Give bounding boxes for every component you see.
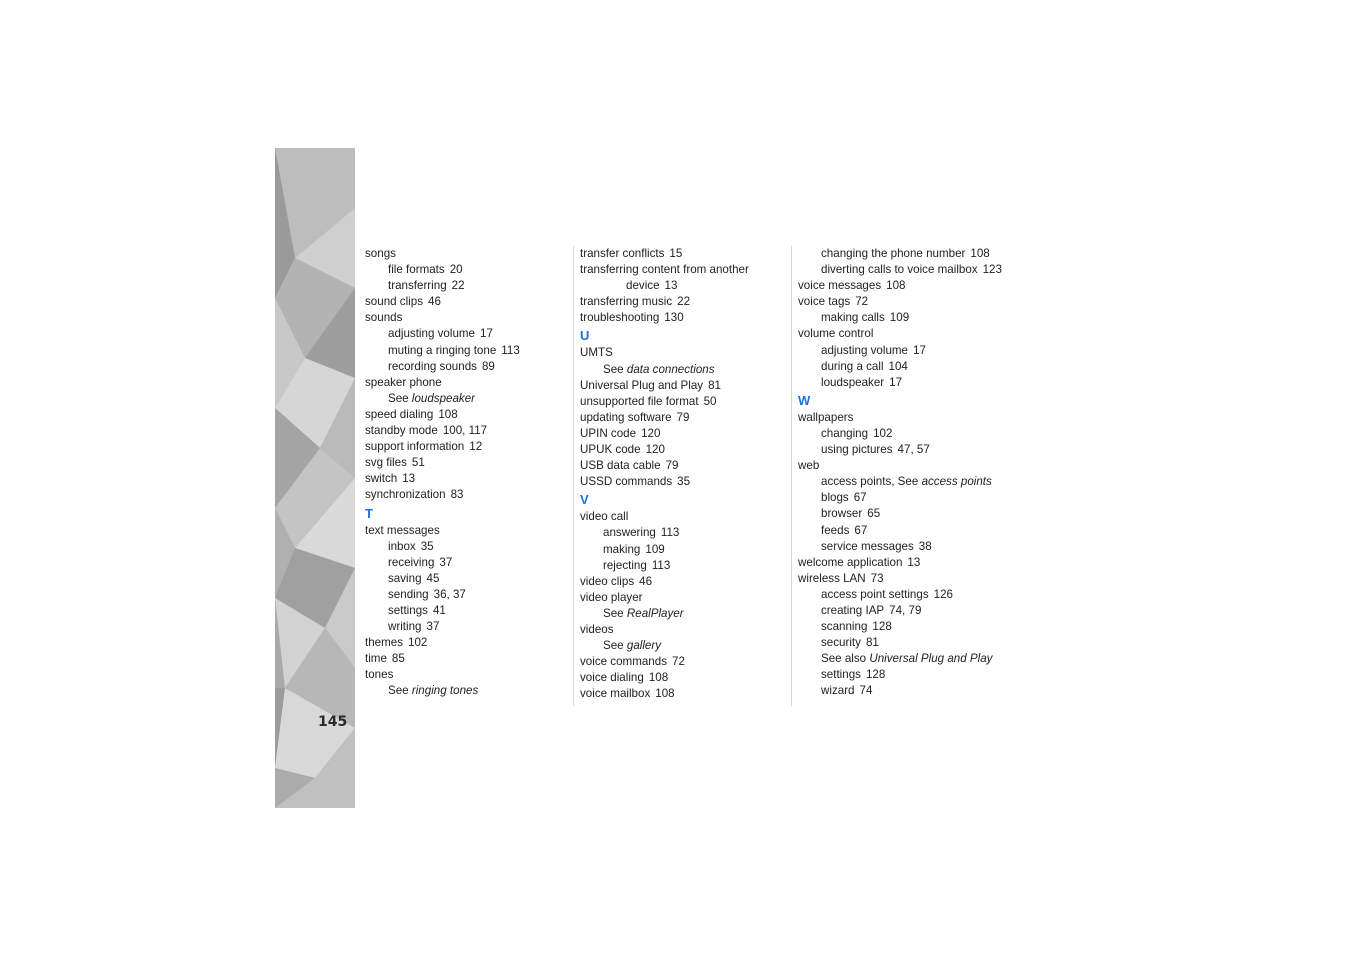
index-page-numbers: 120 <box>645 443 665 457</box>
index-page-numbers: 81 <box>708 378 721 392</box>
index-entry <box>580 426 792 442</box>
index-entry <box>798 278 1018 294</box>
index-entry <box>798 539 1018 555</box>
index-term: access points, See <box>821 475 919 489</box>
index-entry <box>580 262 792 278</box>
index-entry <box>365 439 565 455</box>
index-entry <box>798 555 1018 571</box>
index-page-numbers: 74, 79 <box>889 603 922 617</box>
index-page-numbers: 72 <box>672 655 685 669</box>
index-entry <box>580 509 792 525</box>
index-page-numbers: 13 <box>664 279 678 293</box>
index-page-numbers: 46 <box>639 574 653 588</box>
index-entry <box>798 490 1018 506</box>
index-page-numbers: 36, 37 <box>433 587 466 601</box>
index-term: access point settings <box>821 587 929 601</box>
index-term: browser <box>821 507 863 521</box>
index-page-numbers: 17 <box>913 343 926 357</box>
page-number: 145 <box>318 714 348 730</box>
index-term: diverting calls to voice mailbox <box>821 263 978 277</box>
index-cross-reference: Universal Plug and Play <box>869 652 993 666</box>
index-term: sounds <box>365 311 403 325</box>
index-entry <box>580 638 792 654</box>
index-term: time <box>365 652 387 666</box>
index-term: transfer conflicts <box>580 247 665 260</box>
index-page-numbers: 12 <box>469 440 483 454</box>
index-entry <box>365 343 565 359</box>
index-term: welcome application <box>798 555 903 569</box>
index-page-numbers: 108 <box>438 407 458 421</box>
index-entry <box>365 555 565 571</box>
index-term: feeds <box>821 523 850 537</box>
index-term: creating IAP <box>821 603 885 617</box>
index-term: transferring <box>388 279 447 293</box>
index-column-1 <box>365 246 565 700</box>
index-entry <box>580 590 792 606</box>
index-term: voice dialing <box>580 671 644 685</box>
index-term: themes <box>365 636 404 650</box>
index-entry <box>580 310 792 326</box>
index-term: service messages <box>821 539 914 553</box>
index-entry <box>580 294 792 310</box>
index-term: video call <box>580 510 629 524</box>
index-term: Universal Plug and Play <box>580 378 704 392</box>
index-entry <box>798 523 1018 539</box>
index-cross-reference: data connections <box>626 362 715 376</box>
index-page-numbers: 41 <box>432 603 446 617</box>
index-term: switch <box>365 472 398 486</box>
index-page-numbers: 100, 117 <box>442 424 488 438</box>
index-term: adjusting volume <box>821 343 909 357</box>
index-term: See <box>603 606 624 620</box>
index-entry <box>798 458 1018 474</box>
index-page-numbers: 128 <box>872 620 892 634</box>
index-term: volume control <box>798 327 874 341</box>
index-term: scanning <box>821 620 868 634</box>
index-entry <box>798 426 1018 442</box>
index-term: blogs <box>821 491 849 505</box>
index-term: updating software <box>580 410 672 424</box>
index-page-numbers: 79 <box>676 410 690 424</box>
index-letter-heading: T <box>365 505 373 521</box>
index-entry <box>365 407 565 423</box>
index-page-numbers: 72 <box>855 295 869 309</box>
index-page-numbers: 108 <box>886 279 906 293</box>
index-entry <box>365 487 565 503</box>
index-term: loudspeaker <box>821 375 885 389</box>
index-page-numbers: 102 <box>408 636 428 650</box>
index-term: receiving <box>388 555 435 569</box>
index-column-2 <box>573 246 792 706</box>
index-page-numbers: 50 <box>703 394 717 408</box>
index-page-numbers: 113 <box>660 526 680 540</box>
index-entry <box>798 410 1018 426</box>
index-page-numbers: 113 <box>501 343 520 357</box>
index-term: recording sounds <box>388 359 477 373</box>
index-cross-reference: RealPlayer <box>626 606 684 620</box>
index-page-numbers: 104 <box>888 359 908 373</box>
index-entry <box>365 423 565 439</box>
index-term: wizard <box>821 684 855 698</box>
index-entry <box>365 651 565 667</box>
index-entry <box>365 310 565 326</box>
index-entry <box>365 539 565 555</box>
index-entry <box>365 294 565 310</box>
index-term: speaker phone <box>365 375 442 389</box>
index-entry <box>580 410 792 426</box>
index-entry <box>365 278 565 294</box>
index-term: speed dialing <box>365 407 434 421</box>
index-entry <box>365 375 565 391</box>
index-cross-reference: ringing tones <box>411 684 479 698</box>
index-letter-heading: U <box>580 328 590 344</box>
index-term: voice tags <box>798 295 851 309</box>
index-term: rejecting <box>603 558 647 572</box>
index-term: making calls <box>821 311 885 325</box>
index-page-numbers: 89 <box>481 359 495 373</box>
index-term: text messages <box>365 523 440 537</box>
index-term: video player <box>580 590 643 604</box>
index-entry <box>365 635 565 651</box>
index-entry <box>365 683 565 699</box>
index-entry <box>798 375 1018 391</box>
index-term: videos <box>580 622 614 636</box>
index-page-numbers: 73 <box>870 571 884 585</box>
index-term: file formats <box>388 263 445 277</box>
index-term: See <box>388 684 409 698</box>
index-entry <box>798 587 1018 603</box>
index-page-numbers: 85 <box>391 652 405 666</box>
index-term: See <box>603 362 624 376</box>
index-term: See <box>388 391 409 405</box>
index-entry <box>580 246 792 262</box>
index-term: sending <box>388 587 429 601</box>
index-page-numbers: 74 <box>859 684 873 698</box>
index-entry <box>580 574 792 590</box>
index-entry <box>365 359 565 375</box>
index-term: sound clips <box>365 295 424 309</box>
index-term: settings <box>388 603 428 617</box>
index-term: settings <box>821 668 861 682</box>
index-entry <box>365 603 565 619</box>
index-page-numbers: 15 <box>669 247 683 260</box>
index-page-numbers: 13 <box>907 555 921 569</box>
index-page-numbers: 65 <box>867 507 881 521</box>
index-entry <box>365 262 565 278</box>
index-entry <box>580 458 792 474</box>
index-entry <box>580 345 792 361</box>
index-term: transferring content from another <box>580 263 749 277</box>
index-page-numbers: 37 <box>439 555 453 569</box>
index-entry <box>798 343 1018 359</box>
index-page-numbers: 13 <box>402 472 416 486</box>
index-entry <box>580 394 792 410</box>
index-entry <box>365 246 565 262</box>
index-page-numbers: 108 <box>655 687 675 701</box>
index-cross-reference: loudspeaker <box>411 391 476 405</box>
index-entry <box>798 294 1018 310</box>
index-page-numbers: 120 <box>641 426 661 440</box>
index-page-numbers: 128 <box>865 668 886 682</box>
index-page-numbers: 109 <box>645 542 665 556</box>
index-entry <box>798 262 1018 278</box>
index-column-3 <box>791 246 1018 706</box>
index-term: troubleshooting <box>580 311 660 325</box>
index-term: support information <box>365 440 465 454</box>
index-page-numbers: 17 <box>480 327 493 341</box>
index-entry <box>798 359 1018 375</box>
index-entry <box>580 558 792 574</box>
index-page-numbers: 109 <box>889 311 910 325</box>
index-entry <box>798 246 1018 262</box>
index-page-numbers: 126 <box>933 587 953 601</box>
index-entry <box>798 326 1018 342</box>
index-entry <box>580 654 792 670</box>
index-page-numbers: 123 <box>982 263 1002 277</box>
index-entry <box>798 603 1018 619</box>
index-term: USSD commands <box>580 475 673 489</box>
index-page-numbers: 130 <box>664 311 684 325</box>
index-cross-reference: access points <box>921 475 992 489</box>
index-term: UPUK code <box>580 443 641 457</box>
decorative-sidebar <box>275 148 355 808</box>
index-term: tones <box>365 668 394 682</box>
index-term: making <box>603 542 641 556</box>
index-term: standby mode <box>365 424 438 438</box>
index-term: svg files <box>365 456 407 470</box>
index-page-numbers: 37 <box>426 620 440 634</box>
index-term: wallpapers <box>798 410 854 424</box>
index-page-numbers: 79 <box>665 459 679 473</box>
index-letter-heading: V <box>580 492 589 508</box>
index-term: songs <box>365 247 396 260</box>
index-term: changing the phone number <box>821 247 966 260</box>
index-entry <box>798 506 1018 522</box>
index-term: unsupported file format <box>580 394 699 408</box>
index-entry <box>798 442 1018 458</box>
index-entry <box>580 622 792 638</box>
index-term: web <box>798 459 820 473</box>
index-entry <box>580 525 792 541</box>
index-entry <box>580 606 792 622</box>
index-term: wireless LAN <box>798 571 866 585</box>
index-entry <box>798 667 1018 683</box>
index-term: voice commands <box>580 655 667 669</box>
index-entry <box>798 635 1018 651</box>
index-entry <box>580 542 792 558</box>
index-term: synchronization <box>365 488 446 502</box>
index-entry <box>365 587 565 603</box>
index-entry <box>798 683 1018 699</box>
index-entry <box>365 391 565 407</box>
index-entry <box>580 378 792 394</box>
index-page-numbers: 35 <box>677 475 691 489</box>
index-page-numbers: 22 <box>451 279 465 293</box>
index-page-numbers: 51 <box>411 456 425 470</box>
index-entry <box>580 278 792 294</box>
index-entry <box>365 471 565 487</box>
index-entry <box>798 474 1018 490</box>
index-page-numbers: 35 <box>420 539 434 553</box>
index-page-numbers: 17 <box>889 375 903 389</box>
index-entry <box>365 667 565 683</box>
index-entry <box>365 619 565 635</box>
index-term: adjusting volume <box>388 327 476 341</box>
index-entry <box>365 326 565 342</box>
index-entry <box>798 651 1018 667</box>
index-term: voice mailbox <box>580 687 651 701</box>
index-term: answering <box>603 526 656 540</box>
faceted-pattern-graphic <box>275 148 355 808</box>
index-term: saving <box>388 571 422 585</box>
index-term: using pictures <box>821 443 893 457</box>
index-page-numbers: 67 <box>854 523 868 537</box>
index-page-numbers: 20 <box>449 263 463 277</box>
index-entry <box>365 571 565 587</box>
index-entry <box>580 670 792 686</box>
index-page-numbers: 47, 57 <box>897 443 930 457</box>
index-entry <box>798 310 1018 326</box>
index-term: UMTS <box>580 346 613 360</box>
index-term: See also <box>821 652 867 666</box>
index-page-numbers: 102 <box>873 426 893 440</box>
index-term: USB data cable <box>580 459 661 473</box>
index-term: transferring music <box>580 295 673 309</box>
index-entry <box>580 474 792 490</box>
index-page-numbers: 67 <box>853 491 867 505</box>
index-page-numbers: 22 <box>677 295 691 309</box>
index-term: writing <box>388 620 422 634</box>
index-term: inbox <box>388 539 416 553</box>
index-page-numbers: 113 <box>651 558 671 572</box>
index-term: UPIN code <box>580 426 637 440</box>
index-cross-reference: gallery <box>626 639 662 653</box>
index-page-numbers: 38 <box>918 539 932 553</box>
index-entry <box>798 619 1018 635</box>
index-page-numbers: 46 <box>428 295 441 309</box>
index-entry <box>798 571 1018 587</box>
index-page-numbers: 83 <box>450 488 464 502</box>
index-entry <box>580 442 792 458</box>
index-term: muting a ringing tone <box>388 343 497 357</box>
index-page-numbers: 81 <box>865 636 879 650</box>
index-entry <box>365 455 565 471</box>
index-entry <box>365 523 565 539</box>
index-page-numbers: 108 <box>648 671 669 685</box>
index-entry <box>580 686 792 702</box>
index-term: device <box>626 279 660 293</box>
index-letter-heading: W <box>798 392 811 408</box>
index-term: voice messages <box>798 279 882 293</box>
index-page-numbers: 45 <box>426 571 440 585</box>
index-page-numbers: 108 <box>970 247 990 260</box>
index-term: video clips <box>580 574 635 588</box>
index-term: changing <box>821 426 869 440</box>
index-term: during a call <box>821 359 884 373</box>
index-term: security <box>821 636 861 650</box>
index-entry <box>580 362 792 378</box>
index-term: See <box>603 639 624 653</box>
